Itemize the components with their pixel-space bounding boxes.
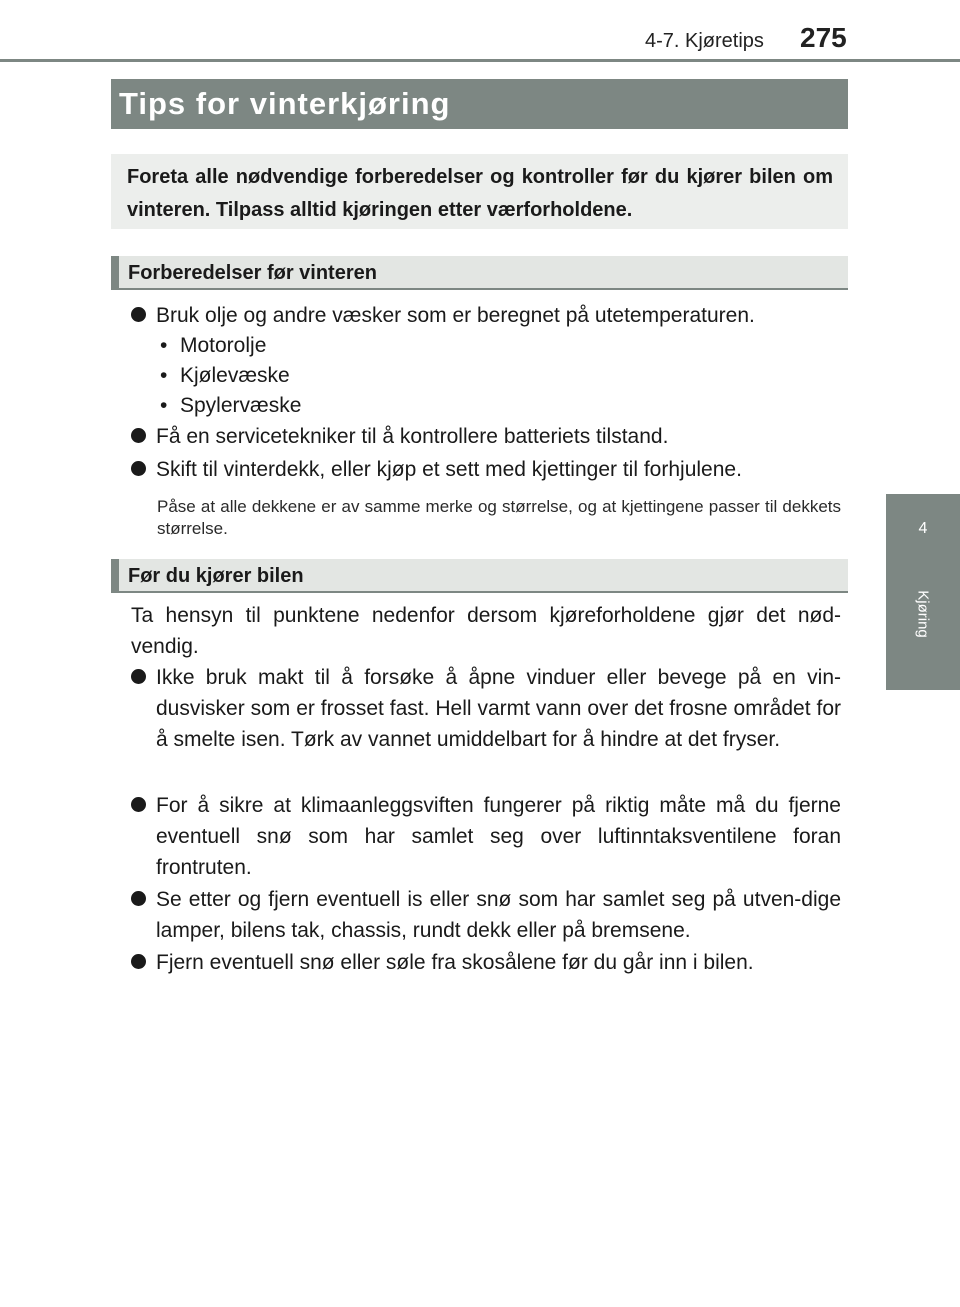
sub-list-item [160,361,290,391]
bullet-dot [131,669,146,684]
list-item [131,662,841,755]
chapter-number: 4 [918,520,928,537]
page-title-bar [111,79,848,129]
list-item-text: Skift til vinterdekk, eller kjøp et sett med kjettinger til forhjulene. [156,458,742,481]
intro-box [111,154,848,229]
section-intro-text: Ta hensyn til punktene nedenfor dersom kjøreforholdene gjør det nød-vendig. [131,604,841,658]
list-item-text: Se etter og fjern eventuell is eller snø som har samlet seg på utven-dige lamper, bilens tak, chassis, rundt dekk eller på bremsene. [156,888,841,942]
sub-list-item-text: Kjølevæske [180,364,290,387]
section-reference: 4-7. Kjøretips [645,30,764,52]
note-text: Påse at alle dekkene er av samme merke og størrelse, og at kjettingene passer til dekkets størrelse. [157,497,841,538]
header-rule [0,59,960,62]
list-item [131,454,841,485]
list-item [131,300,841,331]
section-heading-text: Før du kjører bilen [128,565,304,587]
page-number: 275 [800,22,847,53]
list-item [131,421,841,452]
list-item-text: Ikke bruk makt til å forsøke å åpne vinduer eller bevege på en vin-dusvisker som er frosset fast. Hell varmt vann over det frosne området for å smelte isen. Tørk av vannet umiddelbart for å hindre at det fryser. [156,666,841,751]
sub-list-item-text: Motorolje [180,334,267,357]
list-item [131,790,841,883]
section-heading-before-driving [111,559,848,593]
list-item [131,884,841,946]
page-title: Tips for vinterkjøring [119,86,451,121]
bullet-dot [131,797,146,812]
chapter-label: Kjøring [914,590,932,638]
sub-list-item-text: Spylervæske [180,394,302,417]
sub-bullet-mark: • [160,394,168,417]
sub-bullet-mark: • [160,334,168,357]
list-item-text: Få en servicetekniker til å kontrollere batteriets tilstand. [156,425,669,448]
bullet-dot [131,428,146,443]
section-heading-text: Forberedelser før vinteren [128,262,377,284]
chapter-side-tab [886,494,960,690]
bullet-dot [131,307,146,322]
section-heading-preparations [111,256,848,290]
list-item [131,947,841,978]
list-item-text: Fjern eventuell snø eller søle fra skosålene før du går inn i bilen. [156,951,754,974]
bullet-dot [131,461,146,476]
intro-text: Foreta alle nødvendige forberedelser og kontroller før du kjører bilen om vinteren. Tilpass alltid kjøringen etter værforholdene. [127,166,833,221]
list-item-text: Bruk olje og andre væsker som er beregnet på utetemperaturen. [156,304,755,327]
sub-list-item [160,391,301,421]
bullet-dot [131,954,146,969]
sub-list-item [160,331,266,361]
bullet-dot [131,891,146,906]
list-item-text: For å sikre at klimaanleggsviften fungerer på riktig måte må du fjerne eventuell snø som har samlet seg over luftinntaksventilene foran frontruten. [156,794,841,879]
sub-bullet-mark: • [160,364,168,387]
